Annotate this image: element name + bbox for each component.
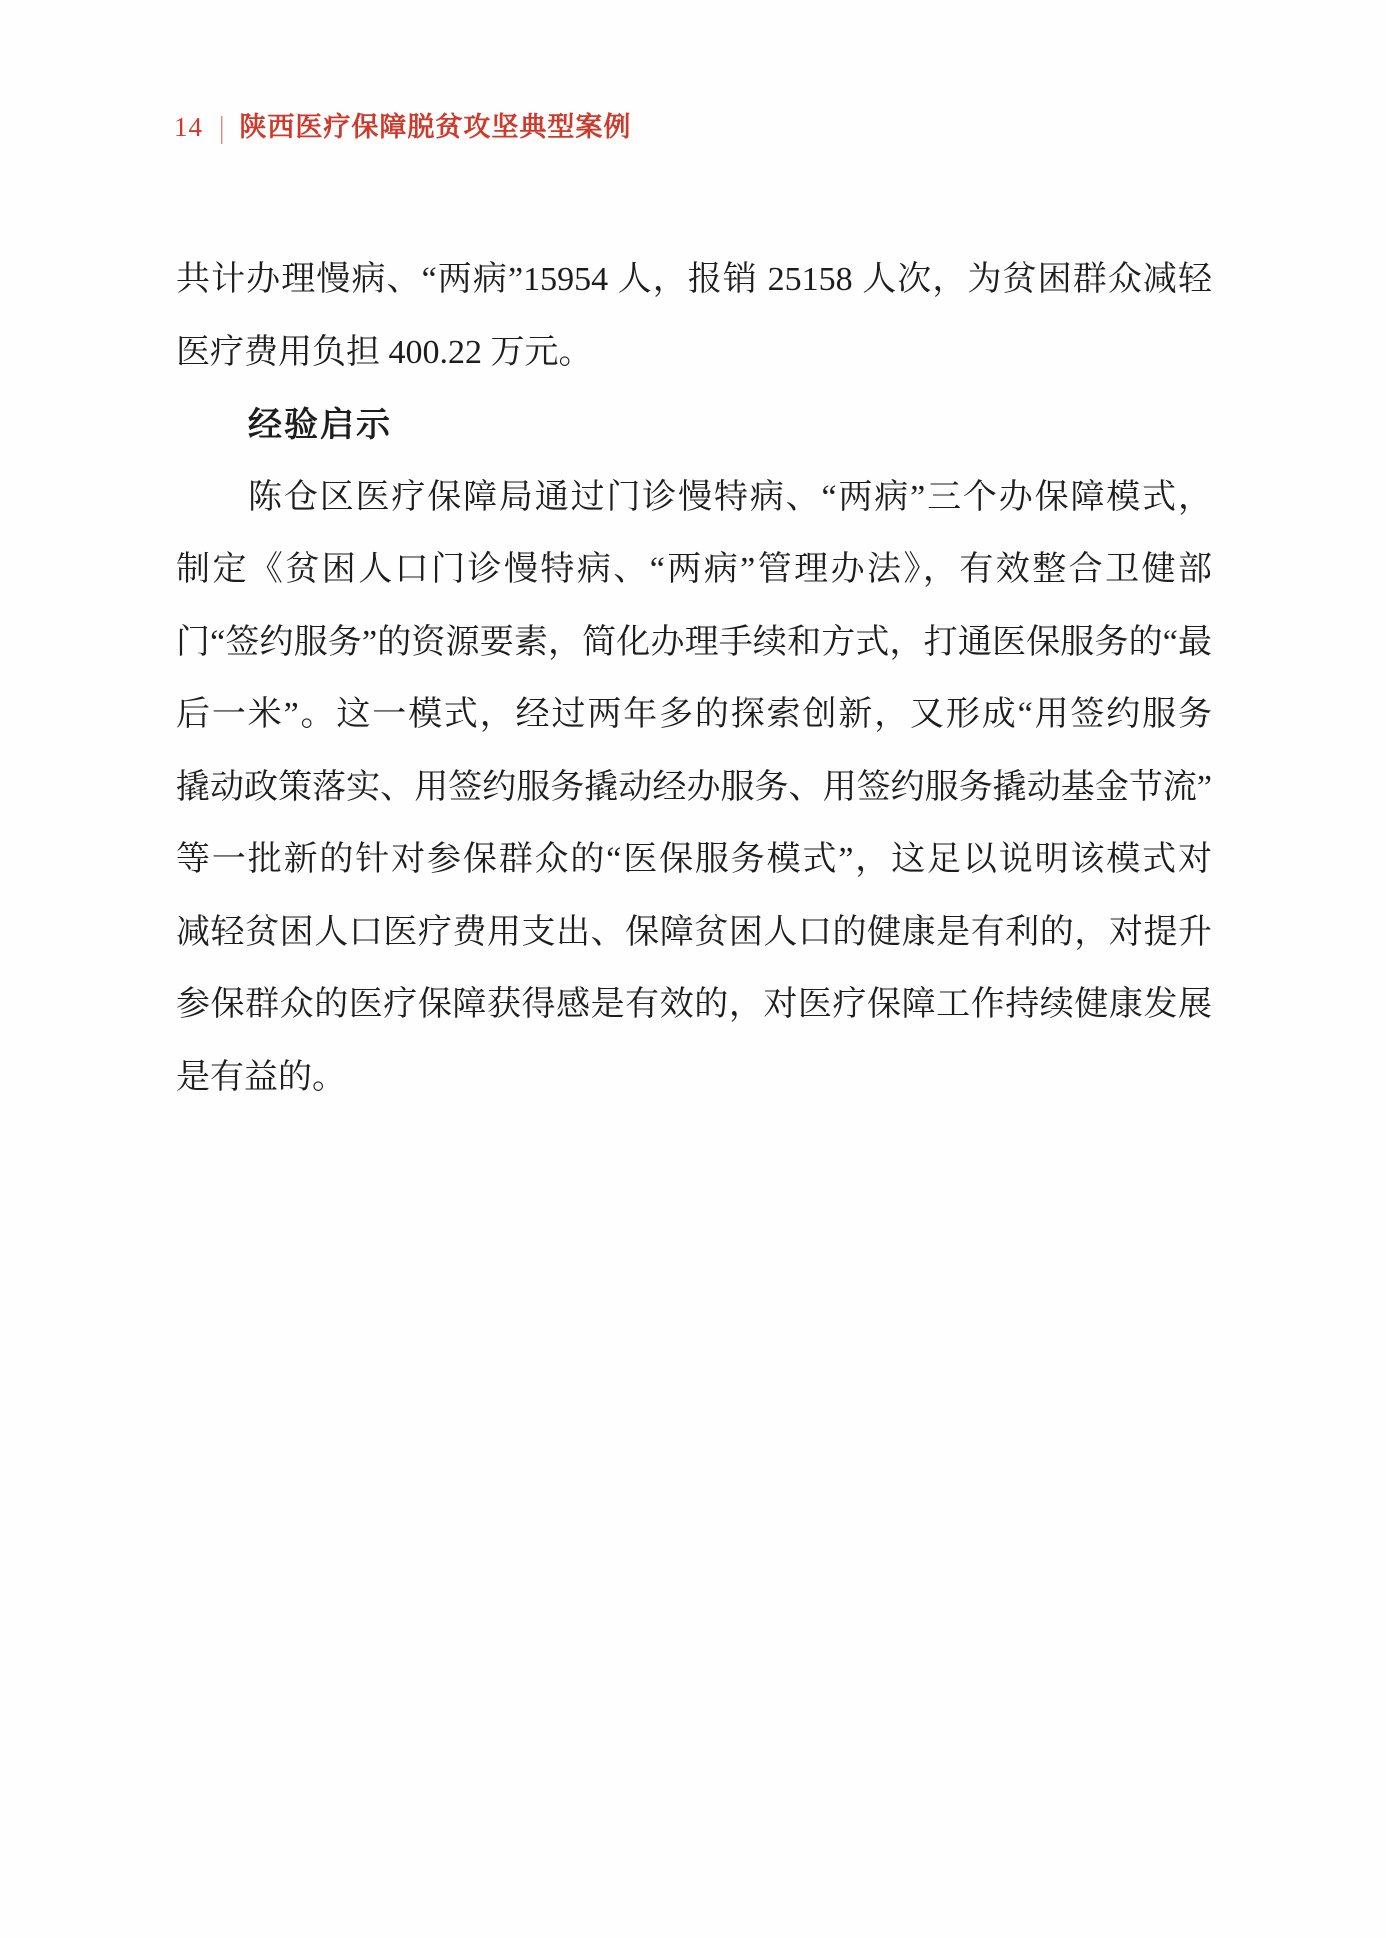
body-line: 是有益的。: [176, 1058, 346, 1096]
body-line: 减轻贫困人口医疗费用支出、保障贫困人口的健康是有利的，对提升: [176, 913, 1212, 951]
body-line: 后一米”。这一模式，经过两年多的探索创新，又形成“用签约服务: [176, 696, 1212, 733]
running-header: [174, 110, 631, 144]
body-line: 门“签约服务”的资源要素，简化办理手续和方式，打通医保服务的“最: [176, 623, 1212, 661]
header-divider: |: [219, 109, 226, 145]
body-line: 陈仓区医疗保障局通过门诊慢特病、“两病”三个办保障模式，: [248, 478, 1212, 516]
body-line: 医疗费用负担 400.22 万元。: [176, 333, 593, 371]
body-line: 制定《贫困人口门诊慢特病、“两病”管理办法》，有效整合卫健部: [176, 551, 1212, 588]
body-line: 等一批新的针对参保群众的“医保服务模式”，这足以说明该模式对: [176, 841, 1212, 878]
section-heading: 经验启示: [248, 406, 392, 444]
body-line: 撬动政策落实、用签约服务撬动经办服务、用签约服务撬动基金节流”: [176, 768, 1212, 806]
header-title: 陕西医疗保障脱贫攻坚典型案例: [239, 112, 632, 142]
page-number: 14: [174, 112, 203, 142]
body-text-block: [176, 244, 1212, 1114]
body-line: 参保群众的医疗保障获得感是有效的，对医疗保障工作持续健康发展: [176, 986, 1212, 1023]
body-line: 共计办理慢病、“两病”15954 人，报销 25158 人次，为贫困群众减轻: [176, 261, 1212, 298]
